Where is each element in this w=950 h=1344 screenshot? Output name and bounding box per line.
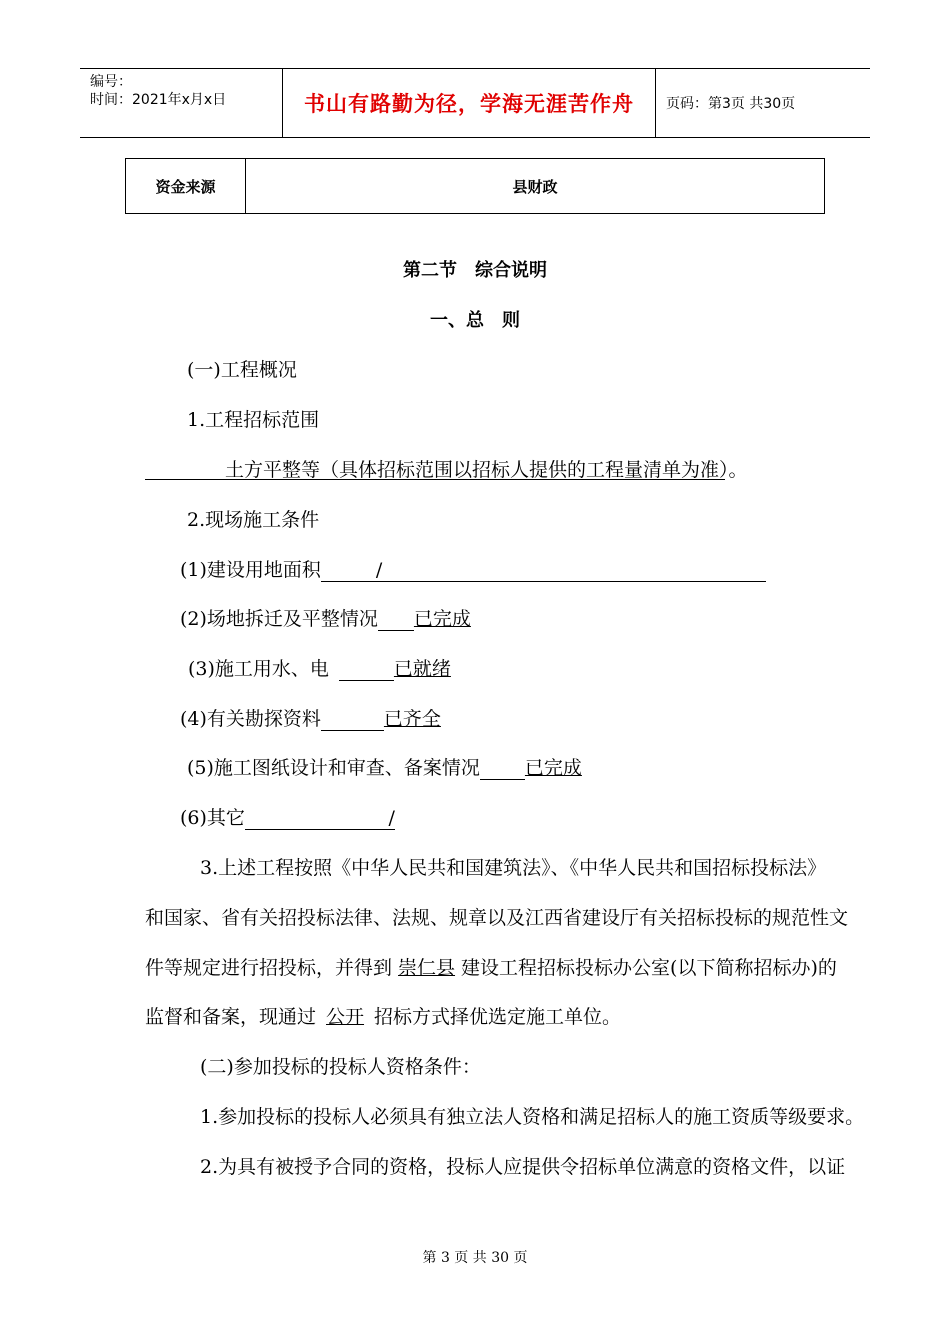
- header-page-info: 页码：第3页 共30页: [666, 96, 796, 112]
- condition-1-value-line: [321, 561, 766, 582]
- condition-5-gap: [480, 759, 525, 780]
- funding-table: [125, 158, 825, 214]
- condition-4: [180, 704, 441, 731]
- condition-3: [188, 654, 451, 681]
- condition-5-value: 已完成: [524, 757, 582, 779]
- para3-line3-end: 建设工程招标投标办公室(以下简称招标办)的: [461, 957, 837, 979]
- para3-line4-start: 监督和备案，现通过: [145, 1006, 317, 1028]
- time-label: 时间：2021年x月x日: [90, 92, 227, 108]
- condition-3-gap: [339, 660, 394, 681]
- conditions-heading: 2.现场施工条件: [187, 509, 320, 531]
- header-motto: 书山有路勤为径，学海无涯苦作舟: [304, 91, 634, 116]
- condition-2-gap: [378, 610, 414, 631]
- funding-value: 县财政: [512, 177, 558, 196]
- condition-6-value: /: [388, 807, 395, 829]
- para3-line2: 和国家、省有关招投标法律、法规、规章以及江西省建设厅有关招标投标的规范性文: [145, 907, 849, 929]
- page-header: [80, 68, 870, 138]
- scope-line: [145, 455, 748, 481]
- condition-4-value: 已齐全: [383, 708, 441, 730]
- condition-6-label: (6)其它: [180, 807, 245, 829]
- county-name: 崇仁县: [398, 957, 456, 979]
- page-footer: 第 3 页 共 30 页: [422, 1250, 528, 1266]
- para3-line1: 3.上述工程按照《中华人民共和国建筑法》、《中华人民共和国招标投标法》: [200, 857, 827, 879]
- funding-label: 资金来源: [126, 159, 246, 213]
- para3-line3: [145, 953, 837, 980]
- para3-line4: [145, 1002, 621, 1029]
- condition-2: [180, 604, 471, 631]
- condition-1-value: /: [375, 559, 383, 581]
- condition-2-label: (2)场地拆迁及平整情况: [180, 608, 378, 630]
- header-motto-cell: [282, 69, 656, 137]
- condition-4-gap: [321, 710, 384, 731]
- condition-6-value-line: [245, 809, 395, 830]
- part1-title: (一)工程概况: [187, 359, 297, 381]
- condition-1-label: (1)建设用地面积: [180, 559, 321, 581]
- header-page-cell: [656, 69, 870, 137]
- part2-line1: 1.参加投标的投标人必须具有独立法人资格和满足招标人的施工资质等级要求。: [200, 1106, 865, 1128]
- part2-title: (二)参加投标的投标人资格条件：: [200, 1056, 481, 1078]
- condition-1: [180, 555, 766, 582]
- para3-line4-end: 招标方式择优选定施工单位。: [374, 1006, 622, 1028]
- para3-line3-start: 件等规定进行招投标，并得到: [145, 957, 393, 979]
- chapter-title: 一、总 则: [430, 310, 520, 331]
- header-meta: [80, 69, 282, 137]
- scope-heading: 1.工程招标范围: [187, 409, 320, 431]
- part2-line2: 2.为具有被授予合同的资格，投标人应提供令招标单位满意的资格文件，以证: [200, 1156, 846, 1178]
- number-label: 编号：: [90, 74, 132, 90]
- condition-5: [187, 753, 582, 780]
- condition-6: [180, 803, 395, 830]
- condition-4-label: (4)有关勘探资料: [180, 708, 321, 730]
- section-title: 第二节 综合说明: [403, 260, 547, 281]
- tender-method: 公开: [326, 1006, 365, 1028]
- condition-3-value: 已就绪: [393, 658, 451, 680]
- scope-text: 土方平整等（具体招标范围以招标人提供的工程量清单为准）。: [225, 459, 748, 481]
- condition-3-label: (3)施工用水、电: [188, 658, 329, 680]
- condition-2-value: 已完成: [413, 608, 471, 630]
- condition-5-label: (5)施工图纸设计和审查、备案情况: [187, 757, 480, 779]
